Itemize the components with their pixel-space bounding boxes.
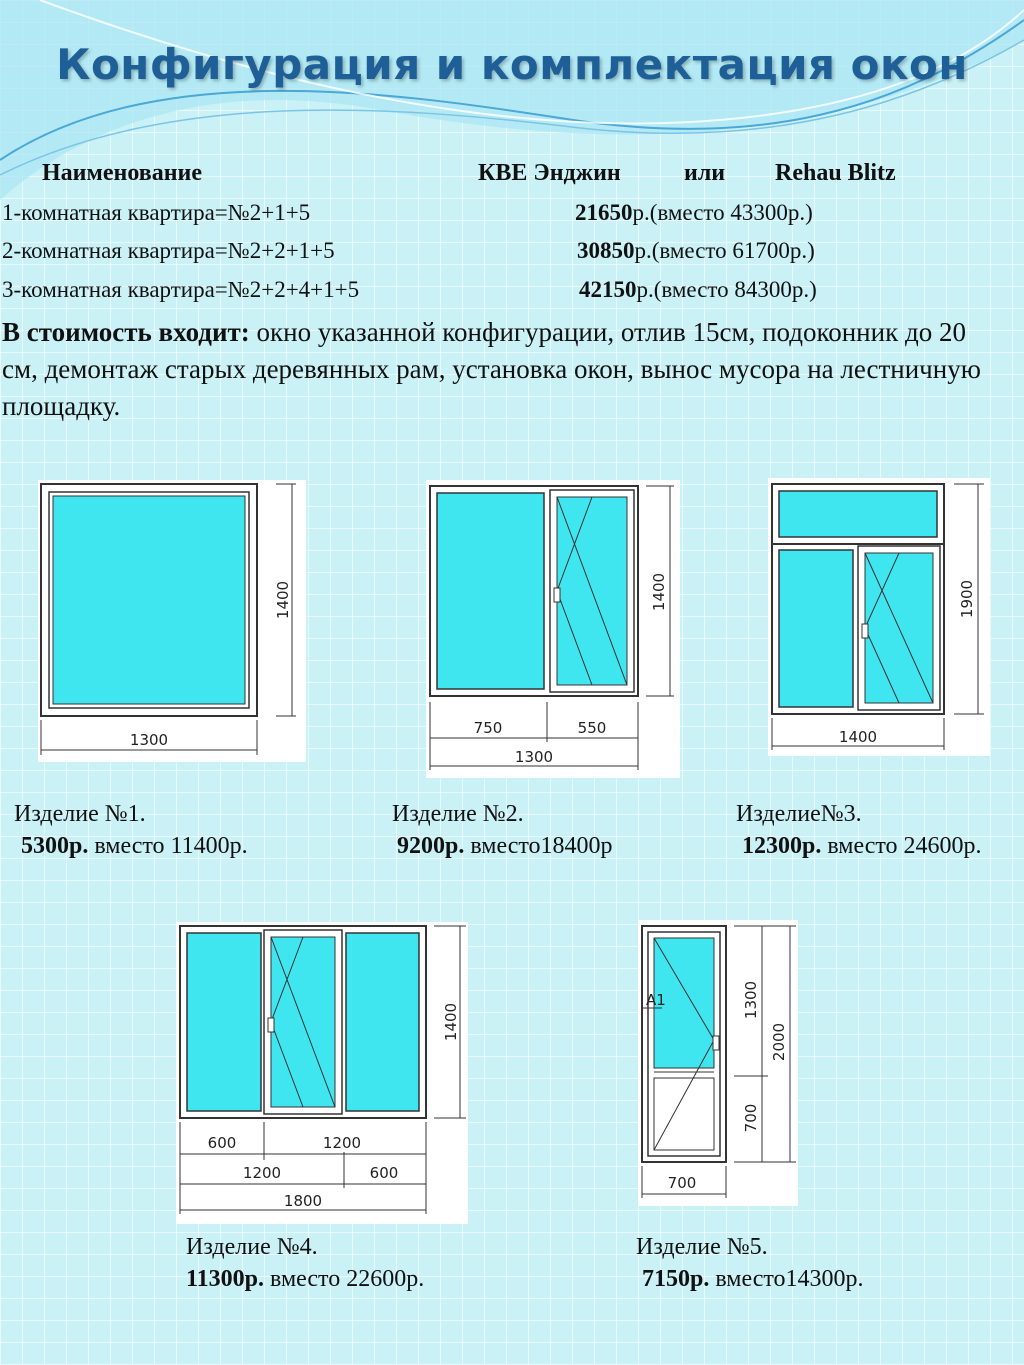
dim-height: 1900 — [958, 579, 976, 619]
dim-width: 1800 — [283, 1192, 323, 1210]
product-3-name: Изделие№3. — [736, 801, 862, 827]
dim-height: 1400 — [274, 580, 292, 620]
row-2-name: 2-комнатная квартира=№2+2+1+5 — [2, 238, 335, 263]
dim-height: 1400 — [650, 572, 668, 612]
dim-c: 1200 — [242, 1164, 282, 1182]
includes-paragraph: В стоимость входит: окно указанной конфигурации, отлив 15см, подоконник до 20 см, демонтаж старых деревянных рам, установка окон, вынос мусора на лестничную площадку. — [2, 317, 981, 421]
row-3-price: 42150р.(вместо 84300р.) — [579, 277, 817, 302]
dim-a: 600 — [207, 1134, 237, 1152]
product-3-price: 12300р. вместо 24600р. — [742, 833, 982, 859]
dim-upper: 1300 — [742, 980, 760, 1020]
dim-width: 1300 — [129, 731, 169, 749]
dim-b: 1200 — [322, 1134, 362, 1152]
window-drawing-2 — [426, 480, 680, 778]
row-1-price: 21650р.(вместо 43300р.) — [575, 200, 813, 225]
product-5-caption — [636, 1231, 864, 1295]
window-drawing-5 — [638, 920, 798, 1206]
product-1-name: Изделие №1. — [14, 801, 146, 827]
product-2-caption — [392, 798, 613, 862]
row-3-name: 3-комнатная квартира=№2+2+4+1+5 — [2, 277, 360, 302]
dim-width: 700 — [667, 1174, 697, 1192]
row-2-price: 30850р.(вместо 61700р.) — [577, 238, 815, 263]
product-5-price: 7150р. вместо14300р. — [642, 1266, 864, 1292]
label-a1: A1 — [646, 991, 666, 1009]
header-or: или — [684, 160, 726, 186]
window-drawing-4 — [176, 922, 468, 1224]
product-4-caption — [186, 1231, 424, 1295]
header-rehau: Rehau Blitz — [775, 160, 896, 186]
product-3-caption — [736, 798, 982, 862]
header-name: Наименование — [42, 160, 202, 186]
product-2-name: Изделие №2. — [392, 801, 524, 827]
window-drawing-3 — [768, 478, 990, 756]
product-4-price: 11300р. вместо 22600р. — [186, 1266, 425, 1292]
row-1-name: 1-комнатная квартира=№2+1+5 — [2, 200, 311, 225]
product-4-name: Изделие №4. — [186, 1234, 318, 1260]
product-2-price: 9200р. вместо18400р — [397, 833, 613, 859]
product-1-price: 5300р. вместо 11400р. — [21, 833, 248, 859]
product-1-caption — [14, 798, 248, 862]
window-drawing-1 — [38, 480, 306, 762]
dim-lower: 700 — [742, 1103, 760, 1133]
dim-width: 1400 — [838, 728, 878, 746]
dim-height: 2000 — [770, 1022, 788, 1062]
dim-d: 600 — [369, 1164, 399, 1182]
dim-left: 750 — [473, 719, 503, 737]
header-kbe: КВЕ Энджин — [478, 160, 621, 186]
dim-right: 550 — [577, 719, 607, 737]
product-5-name: Изделие №5. — [636, 1234, 768, 1260]
page-title: Конфигурация и комплектация окон — [56, 40, 968, 89]
dim-width: 1300 — [514, 748, 554, 766]
dim-height: 1400 — [442, 1002, 460, 1042]
